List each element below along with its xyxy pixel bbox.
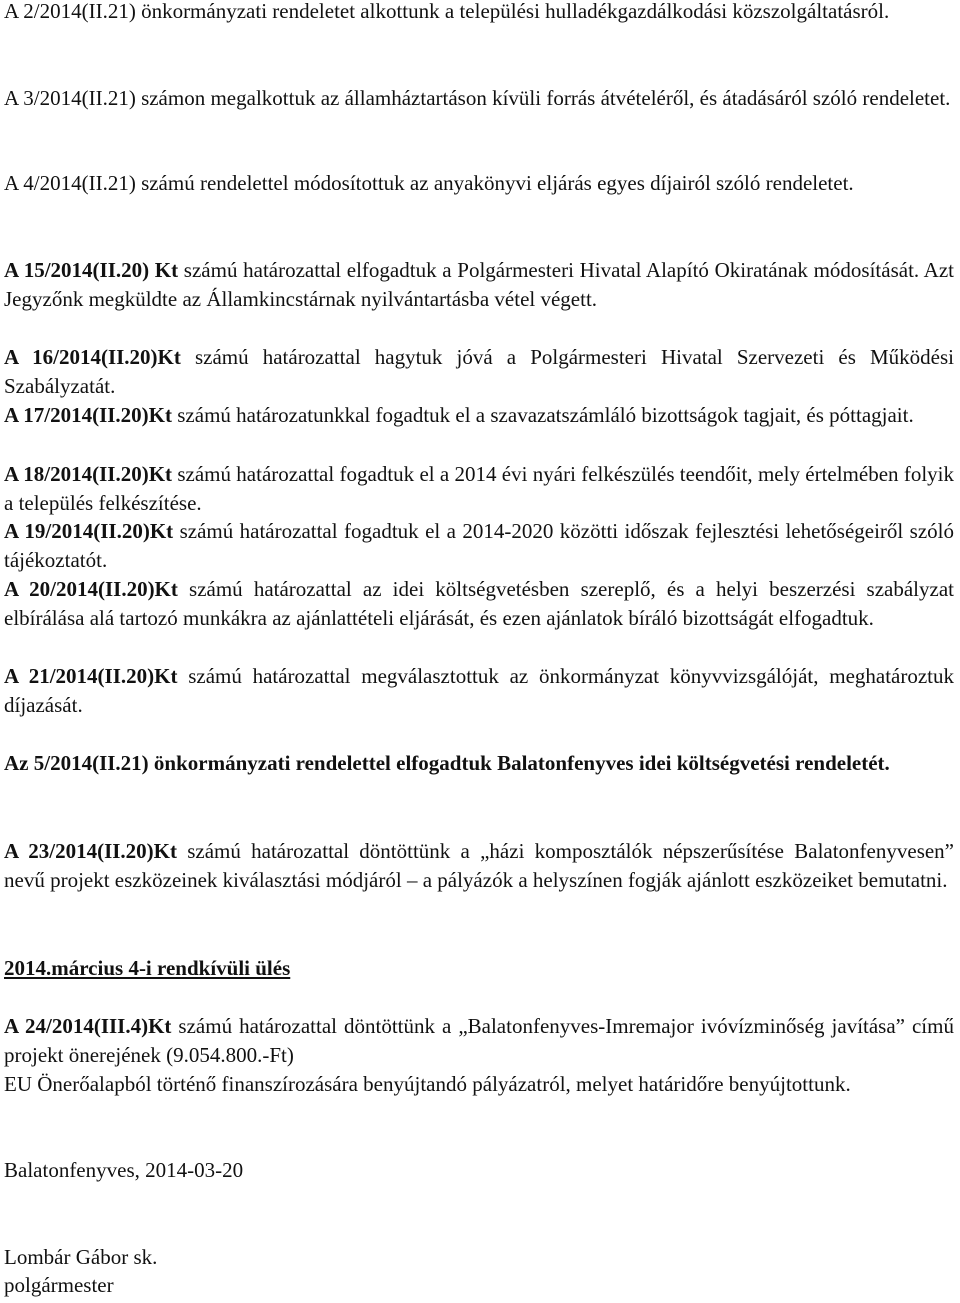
paragraph-resolution-20: A 20/2014(II.20)Kt számú határozattal az idei költségvetésben szereplő, és a helyi beszerzési szabályzat elbírálása alá tartozó munkákra az ajánlattételi eljárását, és ezen ajánlatok bíráló bizottságát elfogadtuk. [4,577,954,630]
resolution-number: A 19/2014(II.20)Kt [4,519,174,543]
paragraph-resolution-21: A 21/2014(II.20)Kt számú határozattal megválasztottuk az önkormányzat könyvvizsgálóját, meghatároztuk díjazását. [4,664,955,717]
resolution-number: A 17/2014(II.20)Kt [4,403,172,427]
paragraph-resolution-17: A 17/2014(II.20)Kt számú határozatunkkal fogadtuk el a szavazatszámláló bizottságok tagjait, és póttagjait. [4,403,914,427]
resolution-number: A 21/2014(II.20)Kt [4,664,178,688]
resolution-number: A 16/2014(II.20)Kt [4,345,181,369]
paragraph-resolution-23: A 23/2014(II.20)Kt számú határozattal döntöttünk a „házi komposztálók népszerűsítése Balatonfenyvesen” nevű projekt eszközeinek kiválasztási módjáról – a pályázók a helyszínen fogják ajánlott eszközeiket bemutatni. [4,839,955,892]
paragraph-resolution-24: A 24/2014(III.4)Kt számú határozattal döntöttünk a „Balatonfenyves-Imremajor ivóvízminőség javítása” című projekt önerejének (9.054.800.-Ft) [4,1014,954,1067]
resolution-number: A 18/2014(II.20)Kt [4,462,173,486]
place-date: Balatonfenyves, 2014-03-20 [4,1158,244,1182]
paragraph-regulation-3: A 3/2014(II.21) számon megalkottuk az államháztartáson kívüli forrás átvételéről, és átadásáról szóló rendeletet. [4,86,951,110]
resolution-number: A 20/2014(II.20)Kt [4,577,178,601]
signer-title: polgármester [4,1273,114,1297]
resolution-number: A 24/2014(III.4)Kt [4,1014,172,1038]
paragraph-regulation-2: A 2/2014(II.21) önkormányzati rendeletet alkottunk a települési hulladékgazdálkodási közszolgáltatásról. [4,0,890,23]
paragraph-regulation-4: A 4/2014(II.21) számú rendelettel módosítottuk az anyakönyvi eljárás egyes díjairól szóló rendeletet. [4,171,854,195]
resolution-number: A 15/2014(II.20) Kt [4,258,179,282]
paragraph-resolution-19: A 19/2014(II.20)Kt számú határozattal fogadtuk el a 2014-2020 közötti időszak fejlesztési lehetőségeiről szóló tájékoztatót. [4,519,955,572]
paragraph-budget-regulation: Az 5/2014(II.21) önkormányzati rendelettel elfogadtuk Balatonfenyves idei költségvetési rendeletét. [4,751,890,775]
resolution-number: A 23/2014(II.20)Kt [4,839,177,863]
section-heading: 2014.március 4-i rendkívüli ülés [4,956,291,980]
paragraph-resolution-18: A 18/2014(II.20)Kt számú határozattal fogadtuk el a 2014 évi nyári felkészülés teendőit, mely értelmében folyik a település felkészítése. [4,462,954,515]
paragraph-resolution-15: A 15/2014(II.20) Kt számú határozattal elfogadtuk a Polgármesteri Hivatal Alapító Okiratának módosítását. Azt Jegyzőnk megküldte az Államkincstárnak nyilvántartásba vétel végett. [4,258,955,311]
signer-name: Lombár Gábor sk. [4,1245,158,1269]
paragraph-resolution-16: A 16/2014(II.20)Kt számú határozattal hagytuk jóvá a Polgármesteri Hivatal Szervezeti és Működési Szabályzatát. [4,345,954,398]
paragraph-eu-funding: EU Önerőalapból történő finanszírozására benyújtandó pályázatról, melyet határidőre benyújtottunk. [4,1072,851,1096]
